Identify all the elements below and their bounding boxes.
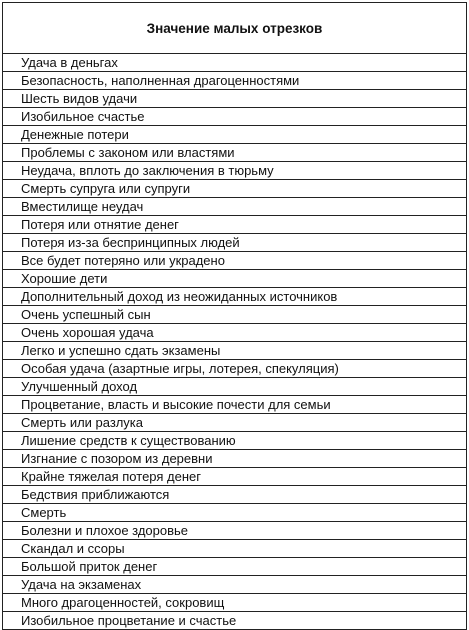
- table-cell: Потеря из-за беспринципных людей: [3, 234, 467, 252]
- table-cell: Денежные потери: [3, 126, 467, 144]
- table-cell: Все будет потеряно или украдено: [3, 252, 467, 270]
- table-cell: Скандал и ссоры: [3, 540, 467, 558]
- table-cell: Легко и успешно сдать экзамены: [3, 342, 467, 360]
- table-row: [3, 450, 467, 468]
- table-cell: Вместилище неудач: [3, 198, 467, 216]
- table-row: [3, 54, 467, 72]
- table-cell: Процветание, власть и высокие почести для семьи: [3, 396, 467, 414]
- table-cell: Потеря или отнятие денег: [3, 216, 467, 234]
- table-row: [3, 396, 467, 414]
- table-cell: Очень успешный сын: [3, 306, 467, 324]
- table-cell: Особая удача (азартные игры, лотерея, спекуляция): [3, 360, 467, 378]
- table-row: [3, 90, 467, 108]
- table-row: [3, 270, 467, 288]
- table-row: [3, 522, 467, 540]
- table-row: [3, 324, 467, 342]
- table-cell: Изобильное счастье: [3, 108, 467, 126]
- table-cell: Изобильное процветание и счастье: [3, 612, 467, 630]
- table-header-row: [3, 3, 467, 54]
- table-row: [3, 540, 467, 558]
- table-row: [3, 144, 467, 162]
- table-cell: Проблемы с законом или властями: [3, 144, 467, 162]
- table-cell: Много драгоценностей, сокровищ: [3, 594, 467, 612]
- table-row: [3, 234, 467, 252]
- table-cell: Большой приток денег: [3, 558, 467, 576]
- table-row: [3, 108, 467, 126]
- table-cell: Безопасность, наполненная драгоценностями: [3, 72, 467, 90]
- table-cell: Неудача, вплоть до заключения в тюрьму: [3, 162, 467, 180]
- table-cell: Смерть: [3, 504, 467, 522]
- table-row: [3, 558, 467, 576]
- table-row: [3, 576, 467, 594]
- table-cell: Дополнительный доход из неожиданных источников: [3, 288, 467, 306]
- table-row: [3, 360, 467, 378]
- table-row: [3, 288, 467, 306]
- table-cell: Смерть или разлука: [3, 414, 467, 432]
- meanings-table: [2, 2, 467, 630]
- table-cell: Удача в деньгах: [3, 54, 467, 72]
- table-row: [3, 180, 467, 198]
- table-cell: Очень хорошая удача: [3, 324, 467, 342]
- meanings-table-container: [2, 2, 467, 630]
- table-cell: Бедствия приближаются: [3, 486, 467, 504]
- table-row: [3, 162, 467, 180]
- table-cell: Удача на экзаменах: [3, 576, 467, 594]
- table-row: [3, 72, 467, 90]
- table-cell: Улучшенный доход: [3, 378, 467, 396]
- table-row: [3, 252, 467, 270]
- table-row: [3, 432, 467, 450]
- table-cell: Лишение средств к существованию: [3, 432, 467, 450]
- table-row: [3, 504, 467, 522]
- table-cell: Смерть супруга или супруги: [3, 180, 467, 198]
- table-header: Значение малых отрезков: [3, 3, 467, 54]
- table-cell: Болезни и плохое здоровье: [3, 522, 467, 540]
- table-row: [3, 414, 467, 432]
- table-row: [3, 486, 467, 504]
- table-cell: Изгнание с позором из деревни: [3, 450, 467, 468]
- table-row: [3, 198, 467, 216]
- table-cell: Шесть видов удачи: [3, 90, 467, 108]
- table-row: [3, 216, 467, 234]
- table-row: [3, 594, 467, 612]
- table-cell: Хорошие дети: [3, 270, 467, 288]
- table-row: [3, 342, 467, 360]
- table-row: [3, 378, 467, 396]
- table-body: [3, 54, 467, 630]
- table-row: [3, 468, 467, 486]
- table-cell: Крайне тяжелая потеря денег: [3, 468, 467, 486]
- table-row: [3, 306, 467, 324]
- table-row: [3, 126, 467, 144]
